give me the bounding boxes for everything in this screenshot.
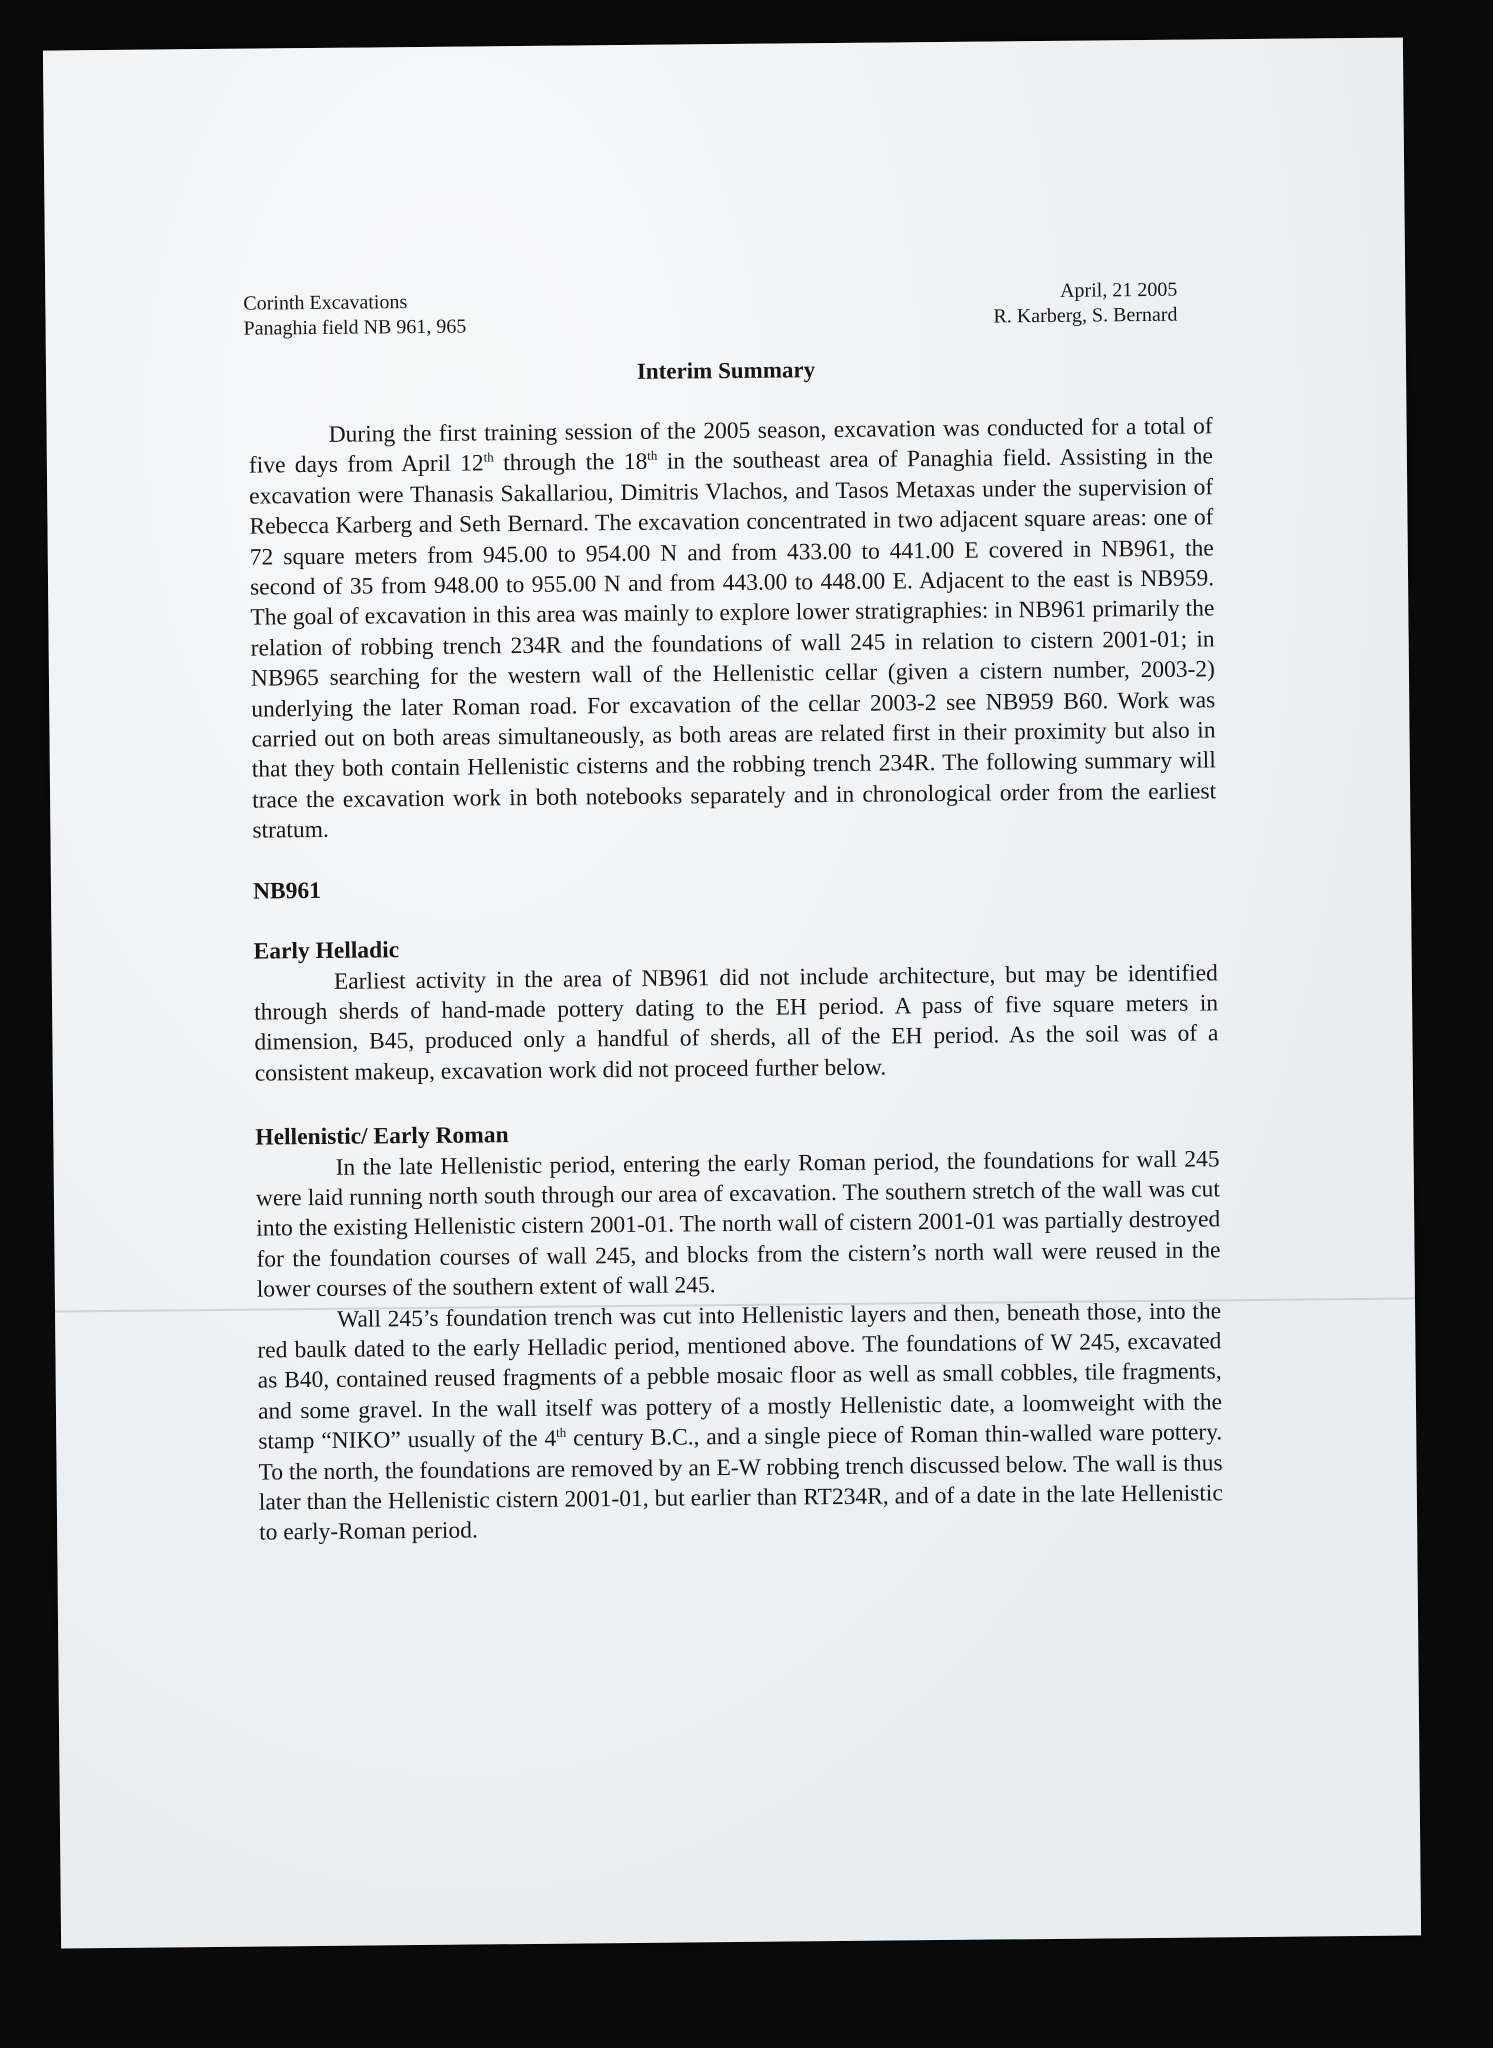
header-authors: R. Karberg, S. Bernard <box>993 303 1178 328</box>
hellenistic-heading: Hellenistic/ Early Roman <box>255 1122 509 1151</box>
header-date: April, 21 2005 <box>1059 278 1178 302</box>
early-helladic-heading: Early Helladic <box>253 937 400 965</box>
early-helladic-paragraph: Earliest activity in the area of NB961 did not include architecture, but may be identified through sherds of hand-made pottery dating to the EH period. A pass of five square meters in dimension, B45, produced only a handful of sherds, all of the EH period. As the soil was of a consistent makeup, excavation work did not proceed further below. <box>254 959 1219 1087</box>
document-page <box>43 38 1421 1949</box>
nb961-heading: NB961 <box>252 877 322 905</box>
document-body <box>248 411 1223 1548</box>
header-org: Corinth Excavations <box>243 291 408 315</box>
header-field: Panaghia field NB 961, 965 <box>243 315 467 340</box>
header-left <box>243 290 466 342</box>
intro-paragraph: During the first training session of the 2005 season, excavation was conducted for a total of five days from April 12th through the 18th in the southeast area of Panaghia field. Assisting in the excavation were Thanasis Sakallariou, Dimitris Vlachos, and Tasos Metaxas under the supervision of Rebecca Karberg and Seth Bernard. The excavation concentrated in two adjacent square areas: one of 72 square meters from 945.00 to 954.00 N and from 433.00 to 441.00 E covered in NB961, the second of 35 from 948.00 to 955.00 N and from 443.00 to 448.00 E. Adjacent to the east is NB959. The goal of excavation in this area was mainly to explore lower stratigraphies: in NB961 primarily the relation of robbing trench 234R and the foundations of wall 245 in relation to cistern 2001-01; in NB965 searching for the western wall of the Hellenistic cellar (given a cistern number, 2003-2) underlying the later Roman road. For excavation of the cellar 2003-2 see NB959 B60. Work was carried out on both areas simultaneously, as both areas are related first in their proximity but also in that they both contain Hellenistic cisterns and the robbing trench 234R. The following summary will trace the excavation work in both notebooks separately and in chronological order from the earliest stratum. <box>248 413 1217 844</box>
hellenistic-paragraph-2: Wall 245’s foundation trench was cut into Hellenistic layers and then, beneath those, into the red baulk dated to the early Helladic period, mentioned above. The foundations of W 245, excavated as B40, contained reused fragments of a pebble mosaic floor as well as small cobbles, tile fragments, and some gravel. In the wall itself was pottery of a mostly Hellenistic date, a loomweight with the stamp “NIKO” usually of the 4th century B.C., and a single piece of Roman thin-walled ware pottery. To the north, the foundations are removed by an E-W robbing trench discussed below. The wall is thus later than the Hellenistic cistern 2001-01, but earlier than RT234R, and of a date in the late Hellenistic to early-Roman period. <box>257 1297 1223 1546</box>
hellenistic-paragraph-1: In the late Hellenistic period, entering the early Roman period, the foundations for wall 245 were laid running north south through our area of excavation. The southern stretch of the wall was cut into the existing Hellenistic cistern 2001-01. The north wall of cistern 2001-01 was partially destroyed for the foundation courses of wall 245, and blocks from the cistern’s north wall were reused in the lower courses of the southern extent of wall 245. <box>255 1145 1221 1303</box>
header-right <box>993 278 1178 330</box>
document-title: Interim Summary <box>636 357 816 384</box>
